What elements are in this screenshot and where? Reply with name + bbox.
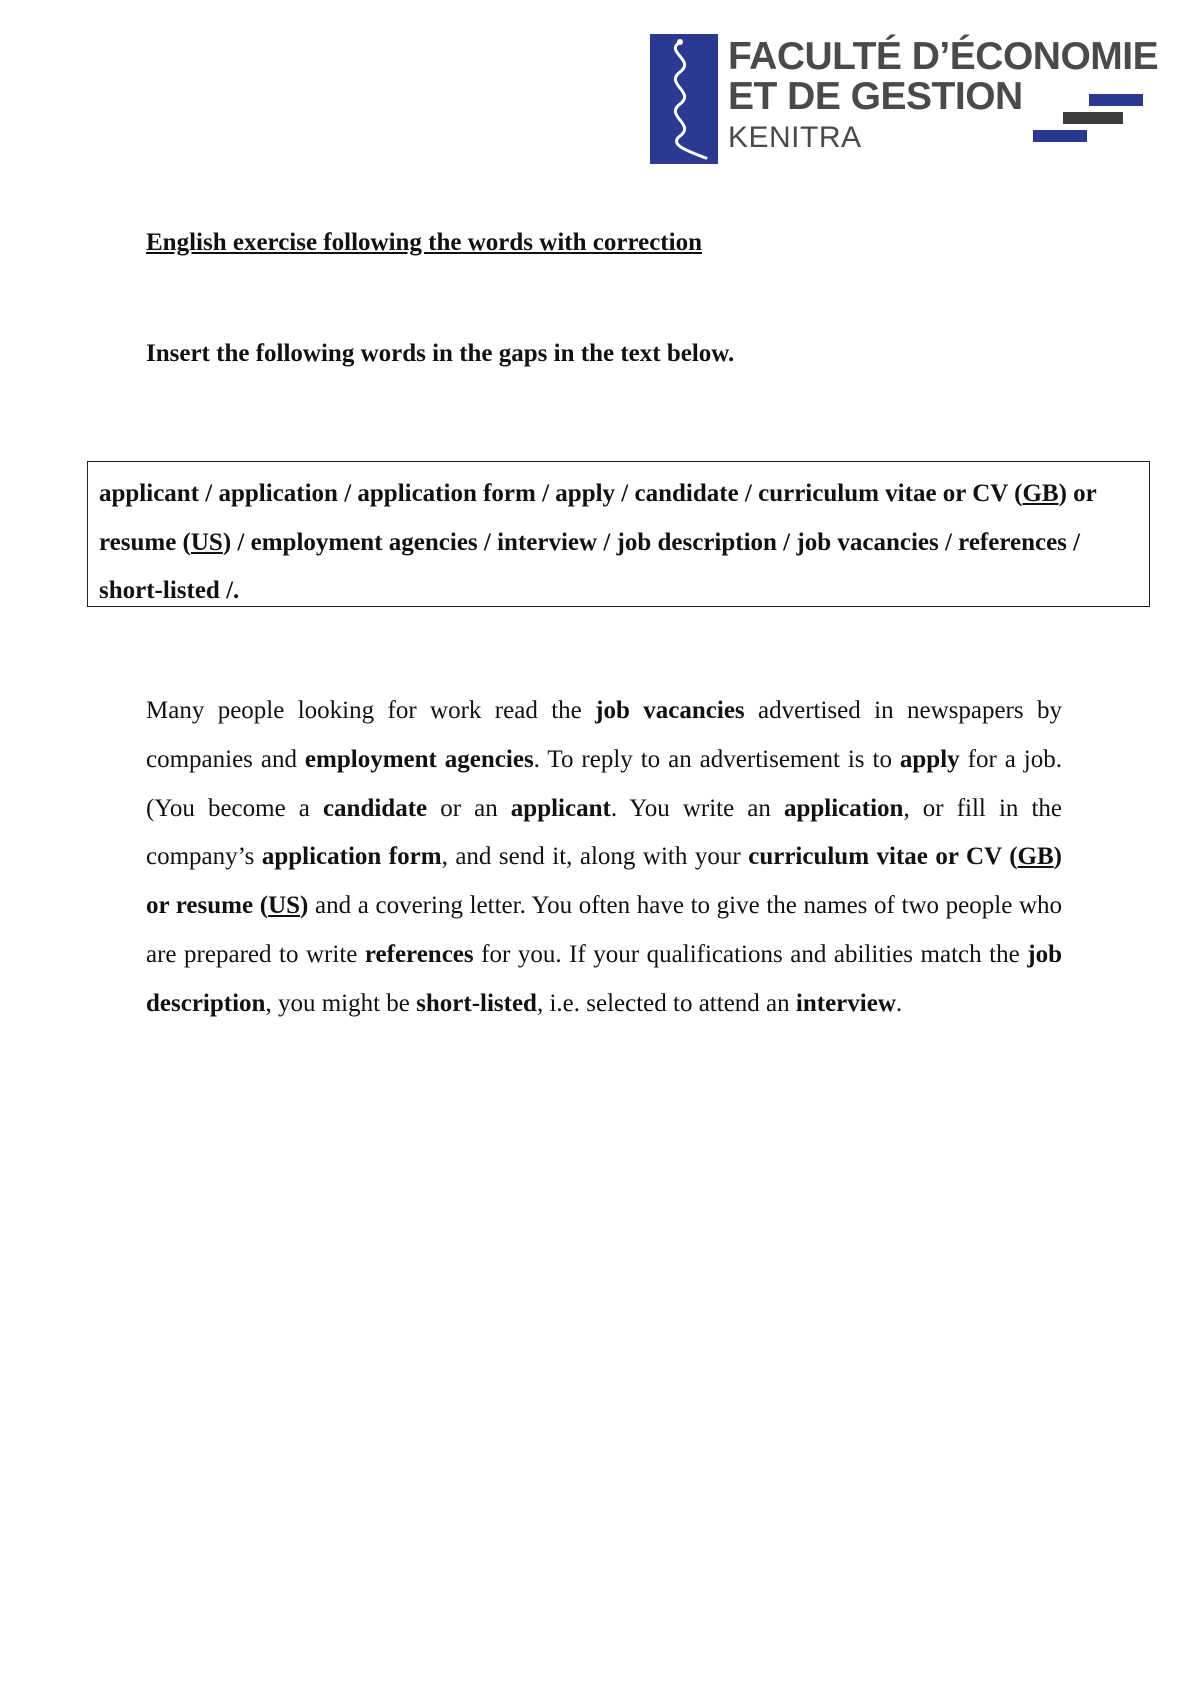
logo-bar-bottom [1033,130,1087,142]
passage-text: . You write an [610,794,784,822]
passage-text: for you. If your qualifications and abilities match the [473,940,1028,968]
word-bank-us: US [190,528,223,556]
passage-text: , you might be [265,989,417,1017]
answer-short-listed: short-listed [416,989,537,1017]
word-bank-text: ) / employment agencies / interview / job description / job vacancies / references / short-listed /. [99,528,1081,604]
passage-text: , i.e. selected to attend an [536,989,796,1017]
answer-references: references [364,940,474,968]
faculty-logo [650,34,1159,166]
answer-cv-gb: GB [1017,843,1054,871]
faculty-city: KENITRA [728,121,862,154]
answer-interview: interview [795,989,896,1017]
document-title: English exercise following the words with correction [146,229,702,256]
answer-cv: curriculum vitae or CV ( [748,843,1018,871]
answer-candidate: candidate [322,794,428,822]
passage-text: , and send it, along with your [441,843,749,871]
passage-text: and a covering letter. You often have to give the names of two people who are prepared to write [146,892,1063,968]
passage-text: or an [427,794,511,822]
passage-text: . [895,989,903,1017]
passage-text: advertised in newspapers by companies and [146,697,1062,773]
logo-bar-top [1089,94,1143,106]
answer-apply: apply [899,745,960,773]
passage-text: Many people looking for work read the [146,697,596,724]
answer-cv-resume: ) or resume ( [146,843,1062,920]
passage-text: for a job. (You become a [146,745,1062,822]
logo-bars-graphic [1033,94,1143,154]
word-bank-box [87,461,1150,607]
answer-application-form: application form [261,843,442,871]
faculty-name-line1: FACULTÉ D’ÉCONOMIE [728,35,1159,78]
word-bank-gb: GB [1022,480,1059,507]
answer-cv-close: ) [300,892,309,920]
exercise-instruction: Insert the following words in the gaps in the text below. [146,340,735,367]
answer-application: application [783,794,904,822]
answer-employment-agencies: employment agencies [304,745,534,773]
logo-bar-middle [1063,112,1123,124]
passage-text: . To reply to an advertisement is to [533,745,900,773]
answer-job-vacancies: job vacancies [595,697,745,724]
word-bank-text: ) or resume ( [99,480,1097,556]
passage-text: , or fill in the company’s [146,794,1063,871]
answer-cv-us: US [268,892,301,920]
answer-applicant: applicant [510,794,611,822]
faculty-emblem-icon [650,34,718,164]
answer-job-description: job description [146,940,1062,1017]
faculty-name-line2: ET DE GESTION [728,75,1023,118]
answer-passage [146,687,1062,1029]
word-bank-text: applicant / application / application form / apply / candidate / curriculum vitae or CV ( [99,480,1023,507]
